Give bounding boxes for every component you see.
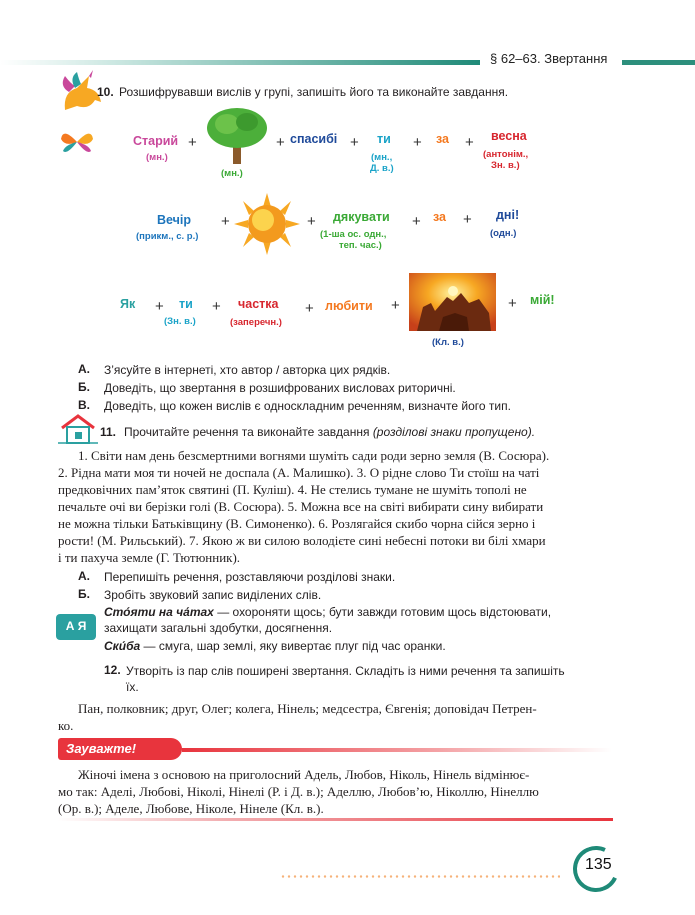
row1-word-ty: ти — [377, 132, 391, 146]
tree-icon — [205, 106, 269, 164]
note-rule — [182, 748, 612, 752]
plus-sign: + — [307, 213, 316, 230]
row2-word-za: за — [433, 210, 447, 224]
row1-note-3b: Д. в.) — [370, 163, 394, 174]
task-11-number: 11. — [100, 425, 117, 439]
task11-sentences — [58, 447, 613, 566]
row2-note-2b: теп. час.) — [339, 240, 382, 251]
plus-sign: + — [413, 134, 422, 151]
task10-item-b-text: Доведіть, що звертання в розшифрованих висловах риторичні. — [104, 381, 456, 395]
task-12-words-1: Пан, полковник; друг, Олег; колега, Нінель; медсестра, Євгенія; доповідач Петрен- — [78, 701, 537, 716]
glossary-entry-2 — [104, 638, 446, 654]
task11-item-b-text: Зробіть звуковий запис виділених слів. — [104, 588, 322, 602]
plus-sign: + — [305, 300, 314, 317]
task-11-text — [124, 425, 535, 439]
row2-note-2a: (1-ша ос. одн., — [320, 229, 387, 240]
section-title: § 62–63. Звертання — [490, 51, 608, 66]
task-12-text-2: їх. — [126, 680, 139, 694]
task10-item-b-mark: Б. — [78, 380, 90, 394]
note-banner: Зауважте! — [58, 738, 182, 760]
row3-note-3: (заперечн.) — [230, 317, 282, 328]
row1-note-3a: (мн., — [371, 152, 393, 163]
task10-item-v-text: Доведіть, що кожен вислів є односкладним реченням, визначте його тип. — [104, 399, 511, 413]
row2-word-diakuvaty: дякувати — [333, 210, 390, 224]
note-bottom-rule — [58, 818, 613, 821]
task-10-number: 10. — [97, 85, 114, 99]
task11-line: печальте очі ви берізки голі (В. Сосюра). 5. Можна все на світі вибирати сину вибирати — [58, 499, 544, 514]
row3-note-2: (Зн. в.) — [164, 316, 196, 327]
glossary-term-1: Сто́яти на ча́тах — [104, 605, 214, 619]
task11-item-a-text: Перепишіть речення, розставляючи розділові знаки. — [104, 570, 396, 584]
task11-line: 2. Рідна мати моя ти ночей не доспала (А. Малишко). 3. О рідне слово Ти стоїш на чаті — [58, 465, 540, 480]
task11-line: і ти пахуча земле (Г. Тютюнник). — [58, 550, 241, 565]
task-12-text-1: Утворіть із пар слів поширені звертання. Складіть із ними речення та запишіть — [126, 664, 565, 678]
task-11-text-italic: (розділові знаки пропущено). — [372, 425, 536, 439]
plus-sign: + — [465, 134, 474, 151]
tree-note: (мн.) — [221, 168, 243, 179]
task-11-text-main: Прочитайте речення та виконайте завдання — [124, 425, 370, 439]
row1-note-5a: (антонім., — [483, 149, 529, 160]
row3-word-liubyty: любити — [325, 299, 373, 313]
row1-word-vesna: весна — [491, 129, 527, 143]
plus-sign: + — [188, 134, 197, 151]
butterfly-icon — [57, 125, 97, 159]
task11-line: 1. Світи нам день безсмертними вогнями шуміть сади роди зерно земля (В. Сосюра). — [78, 448, 550, 463]
task10-item-v-mark: В. — [78, 398, 90, 412]
row2-note-1: (прикм., с. р.) — [136, 231, 199, 242]
plus-sign: + — [412, 213, 421, 230]
plus-sign: + — [391, 297, 400, 314]
row1-note-1: (мн.) — [146, 152, 168, 163]
ancient-city-image — [409, 273, 496, 331]
note-line-2: мо так: Аделі, Любові, Ніколі, Нінелі (Р. і Д. в.); Аделлю, Любов’ю, Ніколлю, Нінеллю — [58, 784, 539, 799]
plus-sign: + — [155, 298, 164, 315]
plus-sign: + — [508, 295, 517, 312]
row1-word-za: за — [436, 132, 450, 146]
dictionary-icon: А Я — [56, 614, 96, 640]
task-12-words-2: ко. — [58, 718, 74, 733]
header-rule-right — [622, 60, 695, 65]
plus-sign: + — [463, 211, 472, 228]
row1-word-staryi: Старий — [133, 134, 179, 148]
task11-line: не можна тільки Батьківщину (В. Симоненко). 6. Розлягайся скибо чорна сійся зерно і — [58, 516, 536, 531]
sun-icon — [234, 193, 300, 255]
task11-line: рости! (М. Рильський). 7. Якою ж ви силою володієте сині небесні потоки ви білі хмари — [58, 533, 546, 548]
glossary-def-1a: — охороняти щось; бути завжди готовим щось відстоювати, — [213, 605, 552, 619]
image-note: (Кл. в.) — [432, 337, 464, 348]
plus-sign: + — [212, 298, 221, 315]
row3-word-ty: ти — [179, 297, 193, 311]
task10-item-a-text: З’ясуйте в інтернеті, хто автор / авторка цих рядків. — [104, 363, 391, 377]
row2-word-dni: дні! — [496, 208, 520, 222]
glossary-def-2: — смуга, шар землі, яку вивертає плуг під час оранки. — [140, 639, 446, 653]
task11-item-b-mark: Б. — [78, 587, 90, 601]
task10-item-a-mark: А. — [78, 362, 90, 376]
row1-word-spasybi: спасибі — [290, 132, 338, 146]
task-10-text: Розшифрувавши вислів у групі, запишіть його та виконайте завдання. — [119, 85, 509, 99]
glossary-def-1b: захищати загальні здобутки, досягнення. — [104, 621, 333, 635]
footer-dots — [280, 875, 560, 878]
task-12-number: 12. — [104, 663, 121, 677]
task11-item-a-mark: А. — [78, 569, 90, 583]
row3-word-mii: мій! — [530, 293, 555, 307]
note-line-3: (Ор. в.); Аделе, Любове, Ніколе, Нінеле (Кл. в.). — [58, 801, 324, 816]
note-line-1: Жіночі імена з основою на приголосний Адель, Любов, Ніколь, Нінель відмінює- — [78, 767, 530, 782]
row2-word-vechir: Вечір — [157, 213, 192, 227]
row1-note-5b: Зн. в.) — [491, 160, 520, 171]
header-rule-left — [0, 60, 480, 65]
row3-word-chastka: частка — [238, 297, 279, 311]
glossary-entry-1 — [104, 604, 551, 620]
glossary-term-2: Ски́ба — [104, 639, 141, 653]
row3-word-yak: Як — [120, 297, 136, 311]
row2-note-4: (одн.) — [490, 228, 517, 239]
home-icon — [58, 413, 98, 445]
plus-sign: + — [276, 134, 285, 151]
plus-sign: + — [221, 213, 230, 230]
page-number: 135 — [585, 856, 612, 873]
task11-line: предковічних пам’яток святині (П. Куліш). 4. Не стелись тумане не шуміть тополі не — [58, 482, 527, 497]
plus-sign: + — [350, 134, 359, 151]
